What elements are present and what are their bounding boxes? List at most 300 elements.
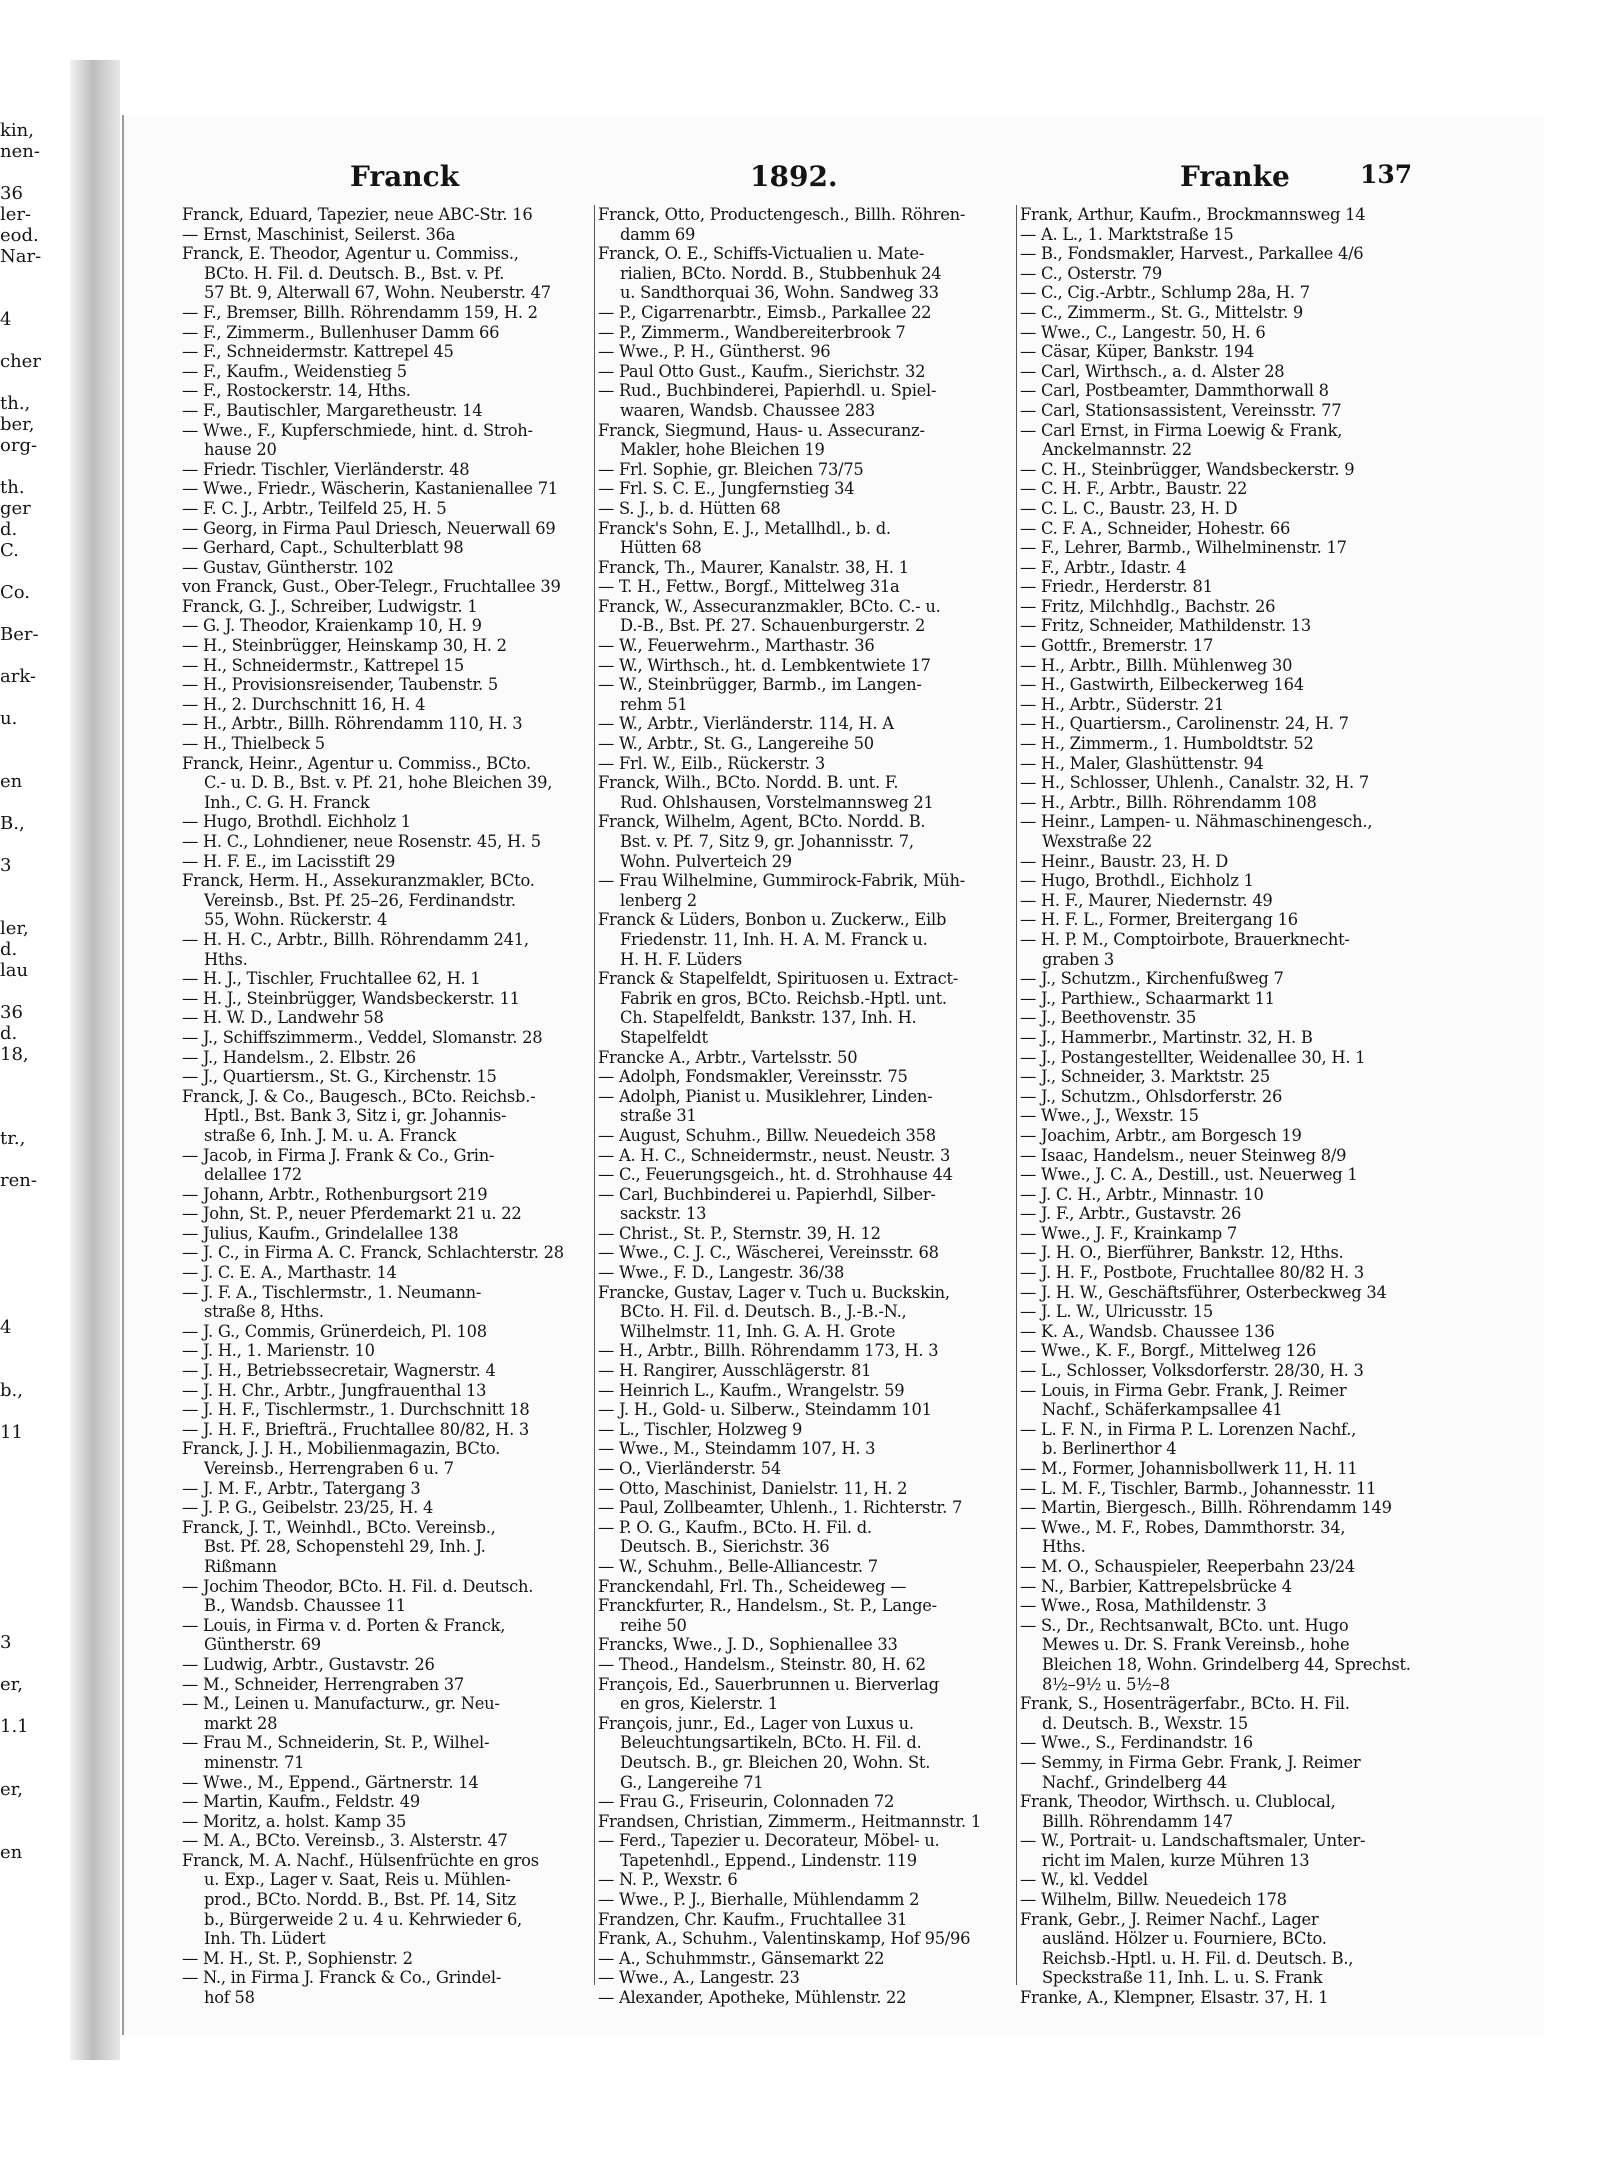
directory-entry-line: — W., Steinbrügger, Barmb., im Langen- (598, 675, 922, 695)
previous-page-fragment (0, 1611, 62, 1632)
previous-page-fragment (0, 1737, 62, 1758)
directory-entry-line: — S., Dr., Rechtsanwalt, BCto. unt. Hugo (1020, 1615, 1349, 1635)
previous-page-fragment (0, 792, 62, 813)
previous-page-fragment (0, 1548, 62, 1569)
directory-entry-line: Beleuchtungsartikeln, BCto. H. Fil. d. (620, 1733, 922, 1753)
directory-entry-line: — H. P. M., Comptoirbote, Brauerknecht- (1020, 929, 1350, 949)
directory-entry-line: richt im Malen, kurze Mühren 13 (1042, 1850, 1310, 1870)
directory-entry-line: Franck, J. J. H., Mobilienmagazin, BCto. (182, 1439, 501, 1459)
directory-entry-line: prod., BCto. Nordd. B., Bst. Pf. 14, Sitz (204, 1890, 516, 1910)
directory-entry-line: — H. J., Tischler, Fruchtallee 62, H. 1 (182, 969, 481, 989)
directory-entry-line: — Wwe., M., Steindamm 107, H. 3 (598, 1439, 876, 1459)
directory-entry-line: delallee 172 (204, 1165, 302, 1185)
directory-entry-line: — Cäsar, Küper, Bankstr. 194 (1020, 342, 1255, 362)
header-left-keyword: Franck (350, 160, 460, 193)
directory-entry-line: Friedenstr. 11, Inh. H. A. M. Franck u. (620, 929, 928, 949)
directory-entry-line: BCto. H. Fil. d. Deutsch. B., Bst. v. Pf. (204, 263, 505, 283)
directory-entry-line: BCto. H. Fil. d. Deutsch. B., J.-B.-N., (620, 1302, 907, 1322)
directory-entry-line: B., Wandsb. Chaussee 11 (204, 1596, 406, 1616)
directory-entry-line: — A. H. C., Schneidermstr., neust. Neustr. 3 (598, 1145, 951, 1165)
directory-entry-line: Wexstraße 22 (1042, 832, 1153, 851)
directory-entry-line: H. H. F. Lüders (620, 949, 742, 969)
directory-entry-line: — Rud., Buchbinderei, Papierhdl. u. Spiel- (598, 381, 937, 401)
directory-entry-line: — Heinrich L., Kaufm., Wrangelstr. 59 (598, 1380, 905, 1400)
directory-entry-line: — Hugo, Brothdl. Eichholz 1 (182, 812, 411, 832)
directory-entry-line: — Wwe., P. H., Güntherst. 96 (598, 342, 831, 362)
directory-entry-line: — C., Zimmerm., St. G., Mittelstr. 9 (1020, 302, 1304, 322)
directory-entry-line: Franck's Sohn, E. J., Metallhdl., b. d. (598, 518, 891, 538)
directory-entry-line: — M. H., St. P., Sophienstr. 2 (182, 1948, 413, 1968)
directory-entry-line: — J., Hammerbr., Martinstr. 32, H. B (1020, 1027, 1313, 1047)
previous-page-fragment: 3 (0, 855, 12, 876)
directory-entry-line: — M. A., BCto. Vereinsb., 3. Alsterstr. 47 (182, 1831, 508, 1851)
directory-entry-line: — Frau M., Schneiderin, St. P., Wilhel- (182, 1733, 490, 1753)
directory-entry-line: — Frl. Sophie, gr. Bleichen 73/75 (598, 459, 864, 479)
previous-page-fragment: C. (0, 540, 19, 561)
directory-entry-line: — J., Schutzm., Kirchenfußweg 7 (1020, 969, 1284, 989)
directory-entry-line: — Paul, Zollbeamter, Uhlenh., 1. Richterstr. 7 (598, 1498, 963, 1518)
directory-entry-line: — Wwe., J., Wexstr. 15 (1020, 1106, 1199, 1126)
directory-entry-line: — H. F. E., im Lacisstift 29 (182, 851, 396, 871)
directory-entry-line: Deutsch. B., Sierichstr. 36 (620, 1537, 830, 1557)
directory-entry-line: Tapetenhdl., Eppend., Lindenstr. 119 (620, 1850, 917, 1870)
previous-page-fragment: nen- (0, 141, 40, 162)
directory-entry-line: — H. C., Lohndiener, neue Rosenstr. 45, H. 5 (182, 832, 541, 851)
previous-page-fragment: ren- (0, 1170, 37, 1191)
directory-entry-line: — F., Lehrer, Barmb., Wilhelminenstr. 17 (1020, 538, 1347, 558)
directory-entry-line: Frank, Theodor, Wirthsch. u. Clublocal, (1020, 1792, 1336, 1812)
previous-page-fragment: d. (0, 1023, 18, 1044)
previous-page-fragment (0, 1800, 62, 1821)
directory-entry-line: — Heinr., Baustr. 23, H. D (1020, 851, 1229, 871)
previous-page-fragment (0, 1443, 62, 1464)
directory-entry-line: — Moritz, a. holst. Kamp 35 (182, 1811, 407, 1831)
directory-entry-line: — Gerhard, Capt., Schulterblatt 98 (182, 538, 464, 558)
directory-entry-line: — J. G., Commis, Grünerdeich, Pl. 108 (182, 1321, 487, 1341)
directory-entry-line: — Martin, Biergesch., Billh. Röhrendamm 149 (1020, 1498, 1392, 1518)
directory-entry-line: — Hugo, Brothdl., Eichholz 1 (1020, 871, 1254, 891)
directory-entry-line: G., Langereihe 71 (620, 1772, 764, 1792)
directory-entry-line: — Jacob, in Firma J. Frank & Co., Grin- (182, 1145, 495, 1165)
directory-entry-line: Stapelfeldt (620, 1027, 708, 1047)
directory-entry-line: — Wwe., P. J., Bierhalle, Mühlendamm 2 (598, 1890, 920, 1910)
directory-entry-line: — J. H. O., Bierführer, Bankstr. 12, Hths. (1020, 1243, 1344, 1263)
previous-page-fragment (0, 729, 62, 750)
directory-entry-line: — N. P., Wexstr. 6 (598, 1870, 738, 1890)
book-gutter (70, 60, 120, 2060)
directory-entry-line: — J., Parthiew., Schaarmarkt 11 (1020, 988, 1275, 1008)
directory-entry-line: Franck, Eduard, Tapezier, neue ABC-Str. 16 (182, 205, 533, 224)
directory-entry-line: damm 69 (620, 224, 696, 244)
directory-entry-line: — F., Bremser, Billh. Röhrendamm 159, H. 2 (182, 302, 538, 322)
directory-entry-line: — H., 2. Durchschnitt 16, H. 4 (182, 694, 426, 714)
directory-entry-line: — B., Fondsmakler, Harvest., Parkallee 4/6 (1020, 244, 1364, 264)
directory-entry-line: Vereinsb., Herrengraben 6 u. 7 (204, 1459, 454, 1478)
directory-entry-line: — J., Quartiersm., St. G., Kirchenstr. 15 (182, 1067, 497, 1087)
directory-entry-line: lenberg 2 (620, 890, 697, 910)
directory-column-1 (182, 205, 592, 2008)
directory-entry-line: — Johann, Arbtr., Rothenburgsort 219 (182, 1184, 488, 1204)
directory-entry-line: rehm 51 (620, 694, 688, 714)
directory-entry-line: Franckendahl, Frl. Th., Scheideweg — (598, 1576, 907, 1596)
directory-entry-line: — C. L. C., Baustr. 23, H. D (1020, 498, 1238, 518)
previous-page-fragment (0, 1485, 62, 1506)
directory-entry-line: — Wwe., C. J. C., Wäscherei, Vereinsstr. 68 (598, 1243, 939, 1263)
directory-entry-line: — H., Quartiersm., Carolinenstr. 24, H. 7 (1020, 714, 1349, 734)
directory-entry-line: 55, Wohn. Rückerstr. 4 (204, 910, 388, 930)
directory-entry-line: — Wwe., J. F., Krainkamp 7 (1020, 1223, 1237, 1243)
directory-entry-line: — J. H. W., Geschäftsführer, Osterbeckweg 34 (1020, 1282, 1387, 1302)
previous-page-fragment (0, 1212, 62, 1233)
directory-entry-line: — H., Arbtr., Billh. Röhrendamm 108 (1020, 792, 1317, 812)
directory-entry-line: — H., Arbtr., Billh. Röhrendamm 173, H. 3 (598, 1341, 939, 1361)
directory-entry-line: — P., Zimmerm., Wandbereiterbrook 7 (598, 322, 906, 342)
previous-page-fragment: u. (0, 708, 18, 729)
directory-entry-line: — Friedr., Herderstr. 81 (1020, 577, 1213, 597)
directory-entry-line: Anckelmannstr. 22 (1042, 440, 1192, 460)
previous-page-fragment: 4 (0, 309, 12, 330)
header-year: 1892. (750, 160, 838, 193)
directory-entry-line: markt 28 (204, 1713, 278, 1733)
directory-entry-line: — H. Rangirer, Ausschlägerstr. 81 (598, 1361, 872, 1381)
directory-entry-line: — Joachim, Arbtr., am Borgesch 19 (1020, 1125, 1302, 1145)
previous-page-fragment: ler- (0, 204, 32, 225)
directory-entry-line: b. Berlinerthor 4 (1042, 1439, 1177, 1459)
directory-entry-line: — Fritz, Schneider, Mathildenstr. 13 (1020, 616, 1312, 636)
directory-entry-line: — H., Maler, Glashüttenstr. 94 (1020, 753, 1264, 773)
previous-page-fragment (0, 645, 62, 666)
directory-entry-line: — Wilhelm, Billw. Neuedeich 178 (1020, 1890, 1287, 1910)
directory-entry-line: — H. H. C., Arbtr., Billh. Röhrendamm 241, (182, 929, 529, 949)
directory-entry-line: — Friedr. Tischler, Vierländerstr. 48 (182, 459, 470, 479)
previous-page-fragment (0, 1506, 62, 1527)
previous-page-fragment (0, 1086, 62, 1107)
directory-entry-line: — W., Arbtr., Vierländerstr. 114, H. A (598, 714, 894, 734)
previous-page-fragment (0, 288, 62, 309)
directory-entry-line: — H., Schlosser, Uhlenh., Canalstr. 32, H. 7 (1020, 773, 1369, 793)
previous-page-fragment (0, 1527, 62, 1548)
directory-entry-line: — C. H., Steinbrügger, Wandsbeckerstr. 9 (1020, 459, 1355, 479)
directory-entry-line: — M. O., Schauspieler, Reeperbahn 23/24 (1020, 1556, 1355, 1576)
directory-entry-line: Hths. (1042, 1537, 1086, 1557)
directory-entry-line: — J., Schiffszimmerm., Veddel, Slomanstr. 28 (182, 1027, 543, 1047)
directory-entry-line: Franck, J. T., Weinhdl., BCto. Vereinsb., (182, 1517, 496, 1537)
directory-entry-line: — J. M. F., Arbtr., Tatergang 3 (182, 1478, 421, 1498)
directory-entry-line: — Wwe., Friedr., Wäscherin, Kastanienallee 71 (182, 479, 558, 499)
directory-column-2 (598, 205, 1012, 2008)
directory-entry-line: — G. J. Theodor, Kraienkamp 10, H. 9 (182, 616, 482, 636)
previous-page-fragment (0, 1401, 62, 1422)
directory-entry-line: — J. H., Gold- u. Silberw., Steindamm 101 (598, 1400, 932, 1420)
directory-entry-line: Franck, Wilhelm, Agent, BCto. Nordd. B. (598, 812, 926, 832)
directory-entry-line: — Frl. W., Eilb., Rückerstr. 3 (598, 753, 826, 773)
previous-page-fragment: 3 (0, 1632, 12, 1653)
directory-entry-line: — J. F., Arbtr., Gustavstr. 26 (1020, 1204, 1242, 1224)
directory-entry-line: — Wwe., A., Langestr. 23 (598, 1968, 800, 1988)
directory-entry-line: — J. F. A., Tischlermstr., 1. Neumann- (182, 1282, 482, 1302)
directory-entry-line: — John, St. P., neuer Pferdemarkt 21 u. 22 (182, 1204, 522, 1224)
previous-page-fragment (0, 1653, 62, 1674)
previous-page-fragment: er, (0, 1674, 24, 1695)
directory-entry-line: 57 Bt. 9, Alterwall 67, Wohn. Neuberstr. 47 (204, 283, 551, 303)
previous-page-fragment: tr., (0, 1128, 26, 1149)
directory-entry-line: — Wwe., F., Kupferschmiede, hint. d. Stroh- (182, 420, 533, 440)
directory-entry-line: — W., Feuerwehrm., Marthastr. 36 (598, 636, 875, 656)
directory-entry-line: — Wwe., M., Eppend., Gärtnerstr. 14 (182, 1772, 479, 1792)
previous-page-fragment: Ber- (0, 624, 39, 645)
directory-entry-line: — Adolph, Fondsmakler, Vereinsstr. 75 (598, 1067, 908, 1087)
directory-entry-line: en gros, Kielerstr. 1 (620, 1694, 778, 1714)
directory-entry-line: — H. W. D., Landwehr 58 (182, 1008, 384, 1028)
previous-page-fragment (0, 876, 62, 897)
previous-page-fragment: er, (0, 1779, 24, 1800)
previous-page-fragment: 36 (0, 183, 23, 204)
previous-page-fragment (0, 1107, 62, 1128)
directory-entry-line: — O., Vierländerstr. 54 (598, 1459, 781, 1478)
previous-page-fragment (0, 1275, 62, 1296)
previous-page-fragment (0, 981, 62, 1002)
directory-entry-line: — M., Former, Johannisbollwerk 11, H. 11 (1020, 1459, 1358, 1478)
directory-entry-line: Bst. v. Pf. 7, Sitz 9, gr. Johannisstr. 7, (620, 832, 914, 851)
directory-entry-line: straße 6, Inh. J. M. u. A. Franck (204, 1125, 457, 1145)
previous-page-fragment (0, 561, 62, 582)
directory-entry-line: — Frau Wilhelmine, Gummirock-Fabrik, Müh- (598, 871, 965, 891)
directory-entry-line: — Gustav, Güntherstr. 102 (182, 557, 394, 577)
directory-entry-line: — P. O. G., Kaufm., BCto. H. Fil. d. (598, 1517, 872, 1537)
previous-page-fragment: 18, (0, 1044, 29, 1065)
directory-entry-line: Franck, E. Theodor, Agentur u. Commiss., (182, 244, 519, 264)
previous-page-fragment: 36 (0, 1002, 23, 1023)
directory-entry-line: — Carl, Stationsassistent, Vereinsstr. 77 (1020, 400, 1342, 420)
directory-entry-line: — Louis, in Firma Gebr. Frank, J. Reimer (1020, 1380, 1347, 1400)
directory-entry-line: hof 58 (204, 1988, 255, 2008)
directory-entry-line: — F., Schneidermstr. Kattrepel 45 (182, 342, 454, 362)
directory-entry-line: — N., in Firma J. Franck & Co., Grindel- (182, 1968, 502, 1988)
directory-entry-line: Rud. Ohlshausen, Vorstelmannsweg 21 (620, 792, 934, 812)
previous-page-fragment (0, 456, 62, 477)
previous-page-fragment (0, 1569, 62, 1590)
directory-entry-line: — W., Schuhm., Belle-Alliancestr. 7 (598, 1556, 878, 1576)
directory-entry-line: Frank, A., Schuhm., Valentinskamp, Hof 95/96 (598, 1929, 971, 1949)
header-right-keyword: Franke (1180, 160, 1290, 193)
directory-entry-line: — C. F. A., Schneider, Hohestr. 66 (1020, 518, 1291, 538)
directory-entry-line: — L. M. F., Tischler, Barmb., Johannesstr. 11 (1020, 1478, 1377, 1498)
directory-entry-line: Franck, Siegmund, Haus- u. Assecuranz- (598, 420, 925, 440)
previous-page-edge (0, 120, 62, 2020)
directory-entry-line: — H., Schneidermstr., Kattrepel 15 (182, 655, 464, 675)
directory-entry-line: — C., Osterstr. 79 (1020, 263, 1162, 283)
previous-page-fragment: th., (0, 393, 31, 414)
directory-entry-line: — F., Kaufm., Weidenstieg 5 (182, 361, 407, 381)
directory-entry-line: — H., Zimmerm., 1. Humboldtstr. 52 (1020, 734, 1314, 754)
directory-entry-line: — Heinr., Lampen- u. Nähmaschinengesch., (1020, 812, 1373, 832)
previous-page-fragment (0, 1590, 62, 1611)
directory-entry-line: Fabrik en gros, BCto. Reichsb.-Hptl. unt. (620, 988, 947, 1008)
directory-entry-line: — J. C., in Firma A. C. Franck, Schlachterstr. 28 (182, 1243, 564, 1263)
previous-page-fragment (0, 1149, 62, 1170)
directory-entry-line: Inh. Th. Lüdert (204, 1929, 326, 1949)
directory-entry-line: — S. J., b. d. Hütten 68 (598, 498, 781, 518)
directory-entry-line: Franck, Heinr., Agentur u. Commiss., BCto. (182, 753, 531, 773)
directory-entry-line: Nachf., Schäferkampsallee 41 (1042, 1400, 1283, 1420)
directory-entry-line: Franck, Th., Maurer, Kanalstr. 38, H. 1 (598, 557, 909, 577)
directory-entry-line: Franck, O. E., Schiffs-Victualien u. Mate- (598, 244, 925, 264)
previous-page-fragment: ark- (0, 666, 37, 687)
directory-entry-line: — F., Bautischler, Margaretheustr. 14 (182, 400, 483, 420)
previous-page-fragment: org- (0, 435, 38, 456)
previous-page-fragment: th. (0, 477, 25, 498)
previous-page-fragment (0, 1254, 62, 1275)
previous-page-fragment (0, 1296, 62, 1317)
directory-entry-line: — M., Schneider, Herrengraben 37 (182, 1674, 465, 1694)
directory-entry-line: sackstr. 13 (620, 1204, 707, 1224)
previous-page-fragment (0, 1821, 62, 1842)
directory-entry-line: — Carl, Postbeamter, Dammthorwall 8 (1020, 381, 1329, 401)
previous-page-fragment: lau (0, 960, 29, 981)
directory-entry-line: François, junr., Ed., Lager von Luxus u. (598, 1713, 914, 1733)
directory-entry-line: Franck, W., Assecuranzmakler, BCto. C.- u. (598, 596, 941, 616)
directory-entry-line: — N., Barbier, Kattrepelsbrücke 4 (1020, 1576, 1292, 1596)
directory-entry-line: waaren, Wandsb. Chaussee 283 (620, 400, 876, 420)
running-head (180, 160, 1413, 200)
directory-entry-line: — H. F. L., Former, Breitergang 16 (1020, 910, 1298, 930)
directory-entry-line: — Jochim Theodor, BCto. H. Fil. d. Deutsch. (182, 1576, 534, 1596)
previous-page-fragment: kin, (0, 120, 34, 141)
directory-entry-line: — C. H. F., Arbtr., Baustr. 22 (1020, 479, 1248, 499)
previous-page-fragment (0, 1191, 62, 1212)
directory-entry-line: Frandsen, Christian, Zimmerm., Heitmannstr. 1 (598, 1811, 981, 1831)
directory-entry-line: — Wwe., M. F., Robes, Dammthorstr. 34, (1020, 1517, 1346, 1537)
directory-entry-line: — K. A., Wandsb. Chaussee 136 (1020, 1321, 1275, 1341)
directory-entry-line: — H., Provisionsreisender, Taubenstr. 5 (182, 675, 499, 695)
directory-entry-line: Franck, G. J., Schreiber, Ludwigstr. 1 (182, 596, 478, 616)
previous-page-fragment: Nar- (0, 246, 42, 267)
directory-entry-line: rialien, BCto. Nordd. B., Stubbenhuk 24 (620, 263, 942, 283)
directory-entry-line: — J., Schneider, 3. Marktstr. 25 (1020, 1067, 1270, 1087)
directory-entry-line: — H., Gastwirth, Eilbeckerweg 164 (1020, 675, 1304, 695)
directory-entry-line: reihe 50 (620, 1615, 687, 1635)
directory-entry-line: 8½–9½ u. 5½–8 (1042, 1674, 1170, 1694)
directory-entry-line: Mewes u. Dr. S. Frank Vereinsb., hohe (1042, 1635, 1350, 1655)
directory-entry-line: — Isaac, Handelsm., neuer Steinweg 8/9 (1020, 1145, 1347, 1165)
directory-entry-line: — Otto, Maschinist, Danielstr. 11, H. 2 (598, 1478, 908, 1498)
directory-entry-line: Bleichen 18, Wohn. Grindelberg 44, Sprechst. (1042, 1654, 1411, 1674)
previous-page-fragment: Co. (0, 582, 31, 603)
directory-entry-line: — Georg, in Firma Paul Driesch, Neuerwall 69 (182, 518, 556, 538)
directory-entry-line: Hptl., Bst. Bank 3, Sitz i, gr. Johannis- (204, 1106, 507, 1126)
directory-entry-line: Frank, S., Hosenträgerfabr., BCto. H. Fil. (1020, 1694, 1350, 1714)
directory-entry-line: — J. H. F., Briefträ., Fruchtallee 80/82, H. 3 (182, 1419, 530, 1439)
previous-page-fragment (0, 1695, 62, 1716)
directory-entry-line: ausländ. Hölzer u. Fourniere, BCto. (1042, 1929, 1327, 1949)
directory-entry-line: D.-B., Bst. Pf. 27. Schauenburgerstr. 2 (620, 616, 926, 636)
directory-entry-line: — W., Arbtr., St. G., Langereihe 50 (598, 734, 874, 754)
directory-entry-line: straße 31 (620, 1106, 697, 1126)
directory-entry-line: Frank, Arthur, Kaufm., Brockmannsweg 14 (1020, 205, 1366, 224)
directory-entry-line: — J. H. F., Postbote, Fruchtallee 80/82 H. 3 (1020, 1263, 1364, 1283)
directory-entry-line: — J., Postangestellter, Weidenallee 30, H. 1 (1020, 1047, 1366, 1067)
directory-entry-line: — Theod., Handelsm., Steinstr. 80, H. 62 (598, 1654, 926, 1674)
directory-entry-line: Frank, Gebr., J. Reimer Nachf., Lager (1020, 1909, 1319, 1929)
directory-entry-line: — L. F. N., in Firma P. L. Lorenzen Nachf., (1020, 1419, 1357, 1439)
directory-entry-line: Wilhelmstr. 11, Inh. G. A. H. Grote (620, 1321, 896, 1341)
directory-entry-line: Billh. Röhrendamm 147 (1042, 1811, 1233, 1831)
directory-entry-line: — L., Schlosser, Volksdorferstr. 28/30, H. 3 (1020, 1361, 1364, 1381)
directory-entry-line: Makler, hohe Bleichen 19 (620, 440, 825, 460)
directory-entry-line: — J. H. F., Tischlermstr., 1. Durchschnitt 18 (182, 1400, 530, 1420)
directory-entry-line: — F., Arbtr., Idastr. 4 (1020, 557, 1187, 577)
directory-entry-line: — J. C. H., Arbtr., Minnastr. 10 (1020, 1184, 1264, 1204)
directory-entry-line: — J. L. W., Ulricusstr. 15 (1020, 1302, 1213, 1322)
previous-page-fragment (0, 330, 62, 351)
directory-entry-line: — Wwe., Rosa, Mathildenstr. 3 (1020, 1596, 1267, 1616)
previous-page-fragment (0, 834, 62, 855)
directory-entry-line: — Alexander, Apotheke, Mühlenstr. 22 (598, 1988, 907, 2008)
directory-entry-line: — Frau G., Friseurin, Colonnaden 72 (598, 1792, 895, 1812)
previous-page-fragment: ler, (0, 918, 29, 939)
directory-entry-line: — Wwe., F. D., Langestr. 36/38 (598, 1263, 845, 1283)
previous-page-fragment: 11 (0, 1422, 23, 1443)
directory-entry-line: Frandzen, Chr. Kaufm., Fruchtallee 31 (598, 1909, 908, 1929)
directory-entry-line: — W., Portrait- u. Landschaftsmaler, Unter- (1020, 1831, 1366, 1851)
directory-entry-line: Franck, M. A. Nachf., Hülsenfrüchte en gros (182, 1850, 539, 1870)
previous-page-fragment (0, 267, 62, 288)
page-number: 137 (1360, 160, 1413, 189)
directory-entry-line: — H., Arbtr., Billh. Mühlenweg 30 (1020, 655, 1293, 675)
directory-entry-line: — Ernst, Maschinist, Seilerst. 36a (182, 224, 456, 244)
previous-page-fragment: 4 (0, 1317, 12, 1338)
directory-entry-line: — J. H., 1. Marienstr. 10 (182, 1341, 375, 1361)
previous-page-fragment (0, 1464, 62, 1485)
previous-page-fragment: ger (0, 498, 31, 519)
previous-page-fragment: d. (0, 519, 18, 540)
previous-page-fragment (0, 750, 62, 771)
directory-entry-line: d. Deutsch. B., Wexstr. 15 (1042, 1713, 1248, 1733)
directory-entry-line: — H., Steinbrügger, Heinskamp 30, H. 2 (182, 636, 507, 656)
directory-entry-line: — A. L., 1. Marktstraße 15 (1020, 224, 1234, 244)
directory-entry-line: Franck, Wilh., BCto. Nordd. B. unt. F. (598, 773, 899, 793)
column-divider (594, 205, 595, 1985)
directory-entry-line: Wohn. Pulverteich 29 (620, 851, 792, 871)
directory-entry-line: — H., Arbtr., Billh. Röhrendamm 110, H. 3 (182, 714, 523, 734)
previous-page-fragment (0, 603, 62, 624)
directory-entry-line: — Carl, Buchbinderei u. Papierhdl, Silber- (598, 1184, 936, 1204)
directory-entry-line: Speckstraße 11, Inh. L. u. S. Frank (1042, 1968, 1323, 1988)
directory-entry-line: — Wwe., K. F., Borgf., Mittelweg 126 (1020, 1341, 1317, 1361)
directory-entry-line: Francks, Wwe., J. D., Sophienallee 33 (598, 1635, 898, 1655)
previous-page-fragment (0, 372, 62, 393)
directory-entry-line: — Wwe., C., Langestr. 50, H. 6 (1020, 322, 1266, 342)
directory-entry-line: — H. J., Steinbrügger, Wandsbeckerstr. 11 (182, 988, 520, 1008)
previous-page-fragment: ber, (0, 414, 35, 435)
directory-entry-line: u. Exp., Lager v. Saat, Reis u. Mühlen- (204, 1870, 511, 1890)
directory-entry-line: — Louis, in Firma v. d. Porten & Franck, (182, 1615, 506, 1635)
previous-page-fragment: eod. (0, 225, 39, 246)
previous-page-fragment (0, 897, 62, 918)
directory-entry-line: — H. F., Maurer, Niedernstr. 49 (1020, 890, 1273, 910)
previous-page-fragment: 1.1 (0, 1716, 29, 1737)
directory-entry-line: — J. H. Chr., Arbtr., Jungfrauenthal 13 (182, 1380, 487, 1400)
previous-page-fragment (0, 162, 62, 183)
directory-entry-line: Bst. Pf. 28, Schopenstehl 29, Inh. J. (204, 1537, 486, 1557)
directory-column-3 (1020, 205, 1436, 2008)
directory-entry-line: hause 20 (204, 440, 277, 460)
directory-entry-line: Güntherstr. 69 (204, 1635, 321, 1655)
previous-page-fragment (0, 1359, 62, 1380)
directory-entry-line: — Adolph, Pianist u. Musiklehrer, Linden- (598, 1086, 933, 1106)
directory-entry-line: — Semmy, in Firma Gebr. Frank, J. Reimer (1020, 1752, 1361, 1772)
directory-entry-line: — M., Leinen u. Manufacturw., gr. Neu- (182, 1694, 500, 1714)
